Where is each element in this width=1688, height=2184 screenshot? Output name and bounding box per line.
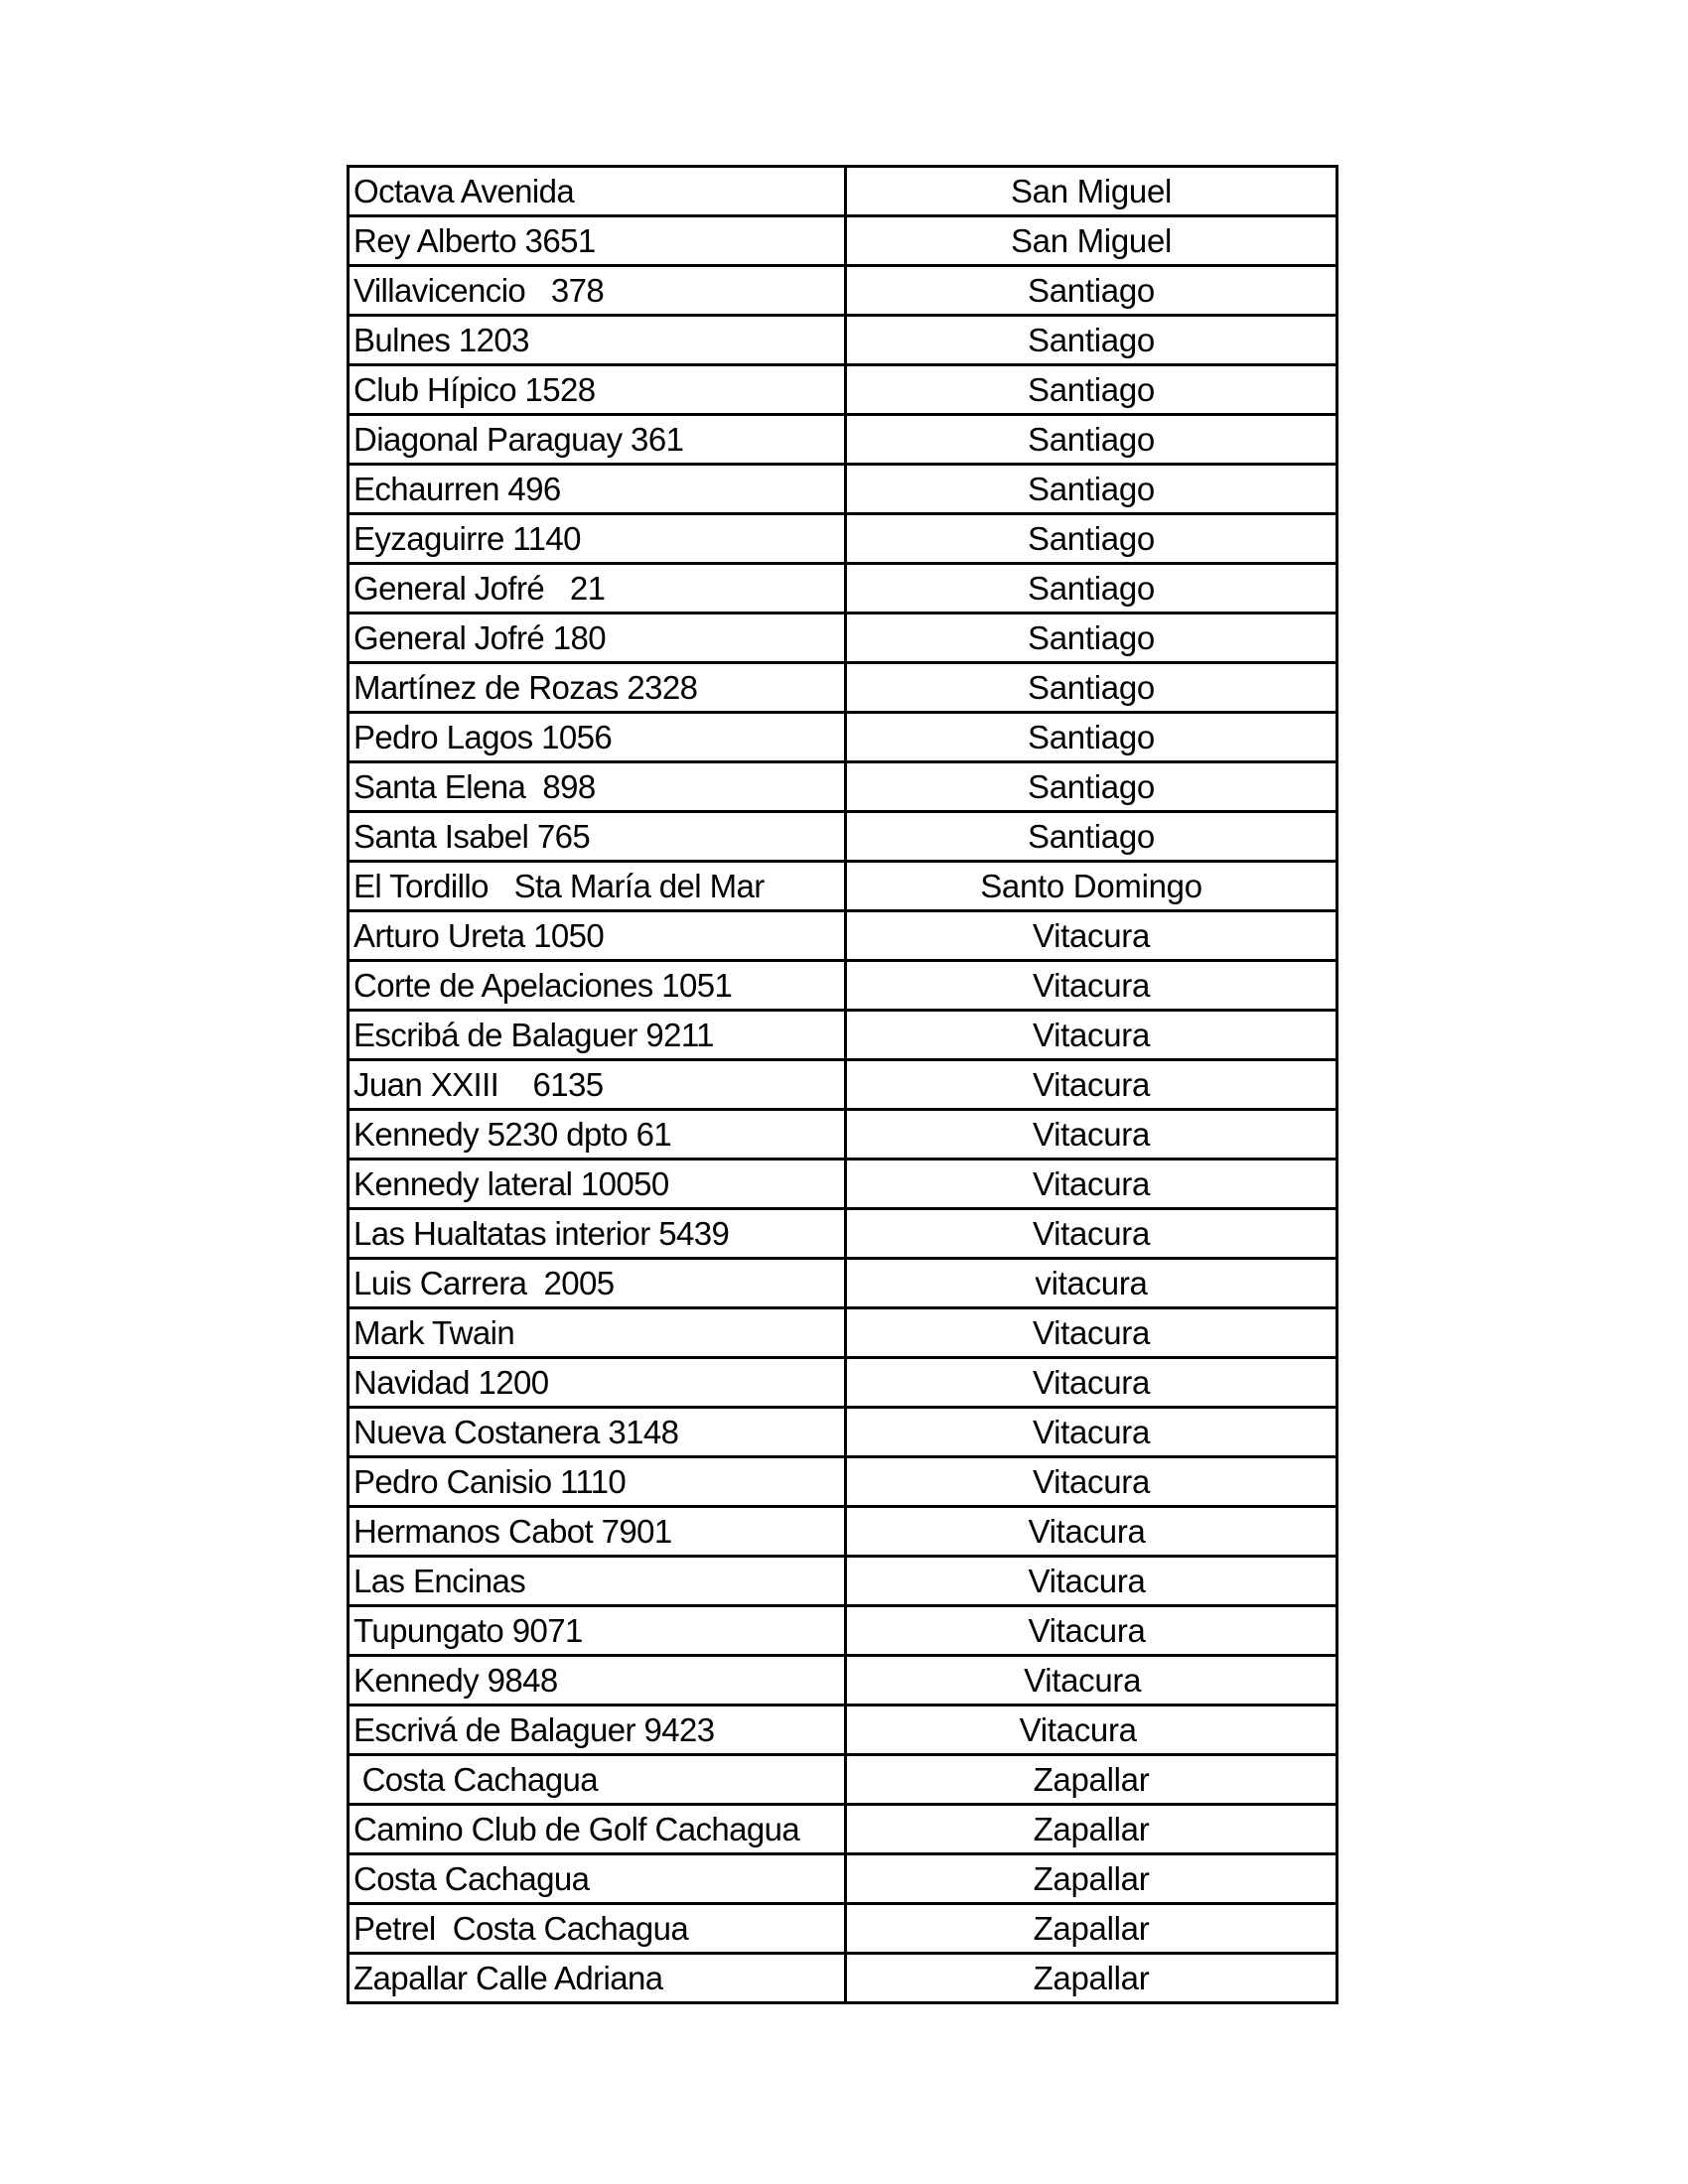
commune-cell: Santiago — [846, 663, 1337, 713]
street-address-cell: Rey Alberto 3651 — [349, 216, 846, 266]
street-address-cell: General Jofré 180 — [349, 614, 846, 663]
commune-cell: Vitacura — [846, 1557, 1337, 1606]
table-row — [349, 1011, 1337, 1060]
table-row — [349, 713, 1337, 762]
street-address-cell: Corte de Apelaciones 1051 — [349, 961, 846, 1011]
commune-cell: Vitacura — [846, 1011, 1337, 1060]
commune-cell: Vitacura — [846, 1308, 1337, 1358]
table-row — [349, 1110, 1337, 1160]
street-address-cell: Arturo Ureta 1050 — [349, 911, 846, 961]
address-table-body — [349, 167, 1337, 2003]
street-address-cell: Echaurren 496 — [349, 465, 846, 514]
street-address-cell: Camino Club de Golf Cachagua — [349, 1805, 846, 1854]
table-row — [349, 762, 1337, 812]
street-address-cell: Escribá de Balaguer 9211 — [349, 1011, 846, 1060]
commune-cell: Vitacura — [846, 911, 1337, 961]
commune-cell: Santiago — [846, 762, 1337, 812]
commune-cell: Santiago — [846, 316, 1337, 365]
commune-cell: Santiago — [846, 465, 1337, 514]
street-address-cell: Bulnes 1203 — [349, 316, 846, 365]
table-row — [349, 1457, 1337, 1507]
commune-cell: Zapallar — [846, 1805, 1337, 1854]
street-address-cell: Nueva Costanera 3148 — [349, 1408, 846, 1457]
table-row — [349, 1408, 1337, 1457]
street-address-cell: Santa Isabel 765 — [349, 812, 846, 862]
commune-cell: Vitacura — [846, 1209, 1337, 1259]
street-address-cell: Las Encinas — [349, 1557, 846, 1606]
table-row — [349, 614, 1337, 663]
table-row — [349, 1656, 1337, 1706]
commune-cell: Santiago — [846, 365, 1337, 415]
street-address-cell: Luis Carrera 2005 — [349, 1259, 846, 1308]
table-row — [349, 663, 1337, 713]
table-row — [349, 365, 1337, 415]
commune-cell: Vitacura — [846, 1110, 1337, 1160]
address-table — [347, 165, 1338, 2004]
street-address-cell: Hermanos Cabot 7901 — [349, 1507, 846, 1557]
commune-cell: Vitacura — [846, 1507, 1337, 1557]
table-row — [349, 911, 1337, 961]
table-row — [349, 167, 1337, 216]
street-address-cell: Octava Avenida — [349, 167, 846, 216]
commune-cell: Santiago — [846, 514, 1337, 564]
commune-cell: Zapallar — [846, 1904, 1337, 1954]
street-address-cell: Zapallar Calle Adriana — [349, 1954, 846, 2003]
table-row — [349, 1060, 1337, 1110]
street-address-cell: Kennedy 5230 dpto 61 — [349, 1110, 846, 1160]
street-address-cell: Kennedy lateral 10050 — [349, 1160, 846, 1209]
street-address-cell: Mark Twain — [349, 1308, 846, 1358]
table-row — [349, 1209, 1337, 1259]
commune-cell: Santiago — [846, 812, 1337, 862]
commune-cell: Vitacura — [846, 1060, 1337, 1110]
commune-cell: Zapallar — [846, 1854, 1337, 1904]
table-row — [349, 862, 1337, 911]
street-address-cell: Petrel Costa Cachagua — [349, 1904, 846, 1954]
commune-cell: Vitacura — [846, 1656, 1337, 1706]
commune-cell: San Miguel — [846, 216, 1337, 266]
street-address-cell: Club Hípico 1528 — [349, 365, 846, 415]
street-address-cell: Eyzaguirre 1140 — [349, 514, 846, 564]
table-row — [349, 514, 1337, 564]
table-row — [349, 1507, 1337, 1557]
table-row — [349, 266, 1337, 316]
street-address-cell: Escrivá de Balaguer 9423 — [349, 1706, 846, 1755]
table-row — [349, 1308, 1337, 1358]
street-address-cell: Costa Cachagua — [349, 1854, 846, 1904]
table-row — [349, 1557, 1337, 1606]
table-row — [349, 216, 1337, 266]
commune-cell: vitacura — [846, 1259, 1337, 1308]
street-address-cell: Martínez de Rozas 2328 — [349, 663, 846, 713]
table-row — [349, 415, 1337, 465]
commune-cell: Vitacura — [846, 1358, 1337, 1408]
street-address-cell: Costa Cachagua — [349, 1755, 846, 1805]
street-address-cell: Pedro Lagos 1056 — [349, 713, 846, 762]
table-row — [349, 1259, 1337, 1308]
street-address-cell: Kennedy 9848 — [349, 1656, 846, 1706]
street-address-cell: Pedro Canisio 1110 — [349, 1457, 846, 1507]
table-row — [349, 1954, 1337, 2003]
street-address-cell: Villavicencio 378 — [349, 266, 846, 316]
table-row — [349, 961, 1337, 1011]
table-row — [349, 812, 1337, 862]
street-address-cell: Navidad 1200 — [349, 1358, 846, 1408]
table-row — [349, 1606, 1337, 1656]
table-row — [349, 1805, 1337, 1854]
street-address-cell: General Jofré 21 — [349, 564, 846, 614]
commune-cell: Vitacura — [846, 1160, 1337, 1209]
commune-cell: Santiago — [846, 713, 1337, 762]
table-row — [349, 1854, 1337, 1904]
street-address-cell: Las Hualtatas interior 5439 — [349, 1209, 846, 1259]
table-row — [349, 316, 1337, 365]
street-address-cell: Juan XXIII 6135 — [349, 1060, 846, 1110]
commune-cell: Vitacura — [846, 1706, 1337, 1755]
table-row — [349, 1358, 1337, 1408]
commune-cell: Santiago — [846, 564, 1337, 614]
table-row — [349, 1904, 1337, 1954]
commune-cell: Vitacura — [846, 1457, 1337, 1507]
commune-cell: Zapallar — [846, 1755, 1337, 1805]
commune-cell: Santiago — [846, 415, 1337, 465]
table-row — [349, 465, 1337, 514]
street-address-cell: Tupungato 9071 — [349, 1606, 846, 1656]
table-row — [349, 1755, 1337, 1805]
commune-cell: Vitacura — [846, 1408, 1337, 1457]
commune-cell: San Miguel — [846, 167, 1337, 216]
street-address-cell: Diagonal Paraguay 361 — [349, 415, 846, 465]
commune-cell: Vitacura — [846, 961, 1337, 1011]
commune-cell: Zapallar — [846, 1954, 1337, 2003]
table-row — [349, 1160, 1337, 1209]
commune-cell: Santiago — [846, 614, 1337, 663]
table-row — [349, 1706, 1337, 1755]
commune-cell: Santo Domingo — [846, 862, 1337, 911]
commune-cell: Santiago — [846, 266, 1337, 316]
street-address-cell: Santa Elena 898 — [349, 762, 846, 812]
commune-cell: Vitacura — [846, 1606, 1337, 1656]
street-address-cell: El Tordillo Sta María del Mar — [349, 862, 846, 911]
table-row — [349, 564, 1337, 614]
